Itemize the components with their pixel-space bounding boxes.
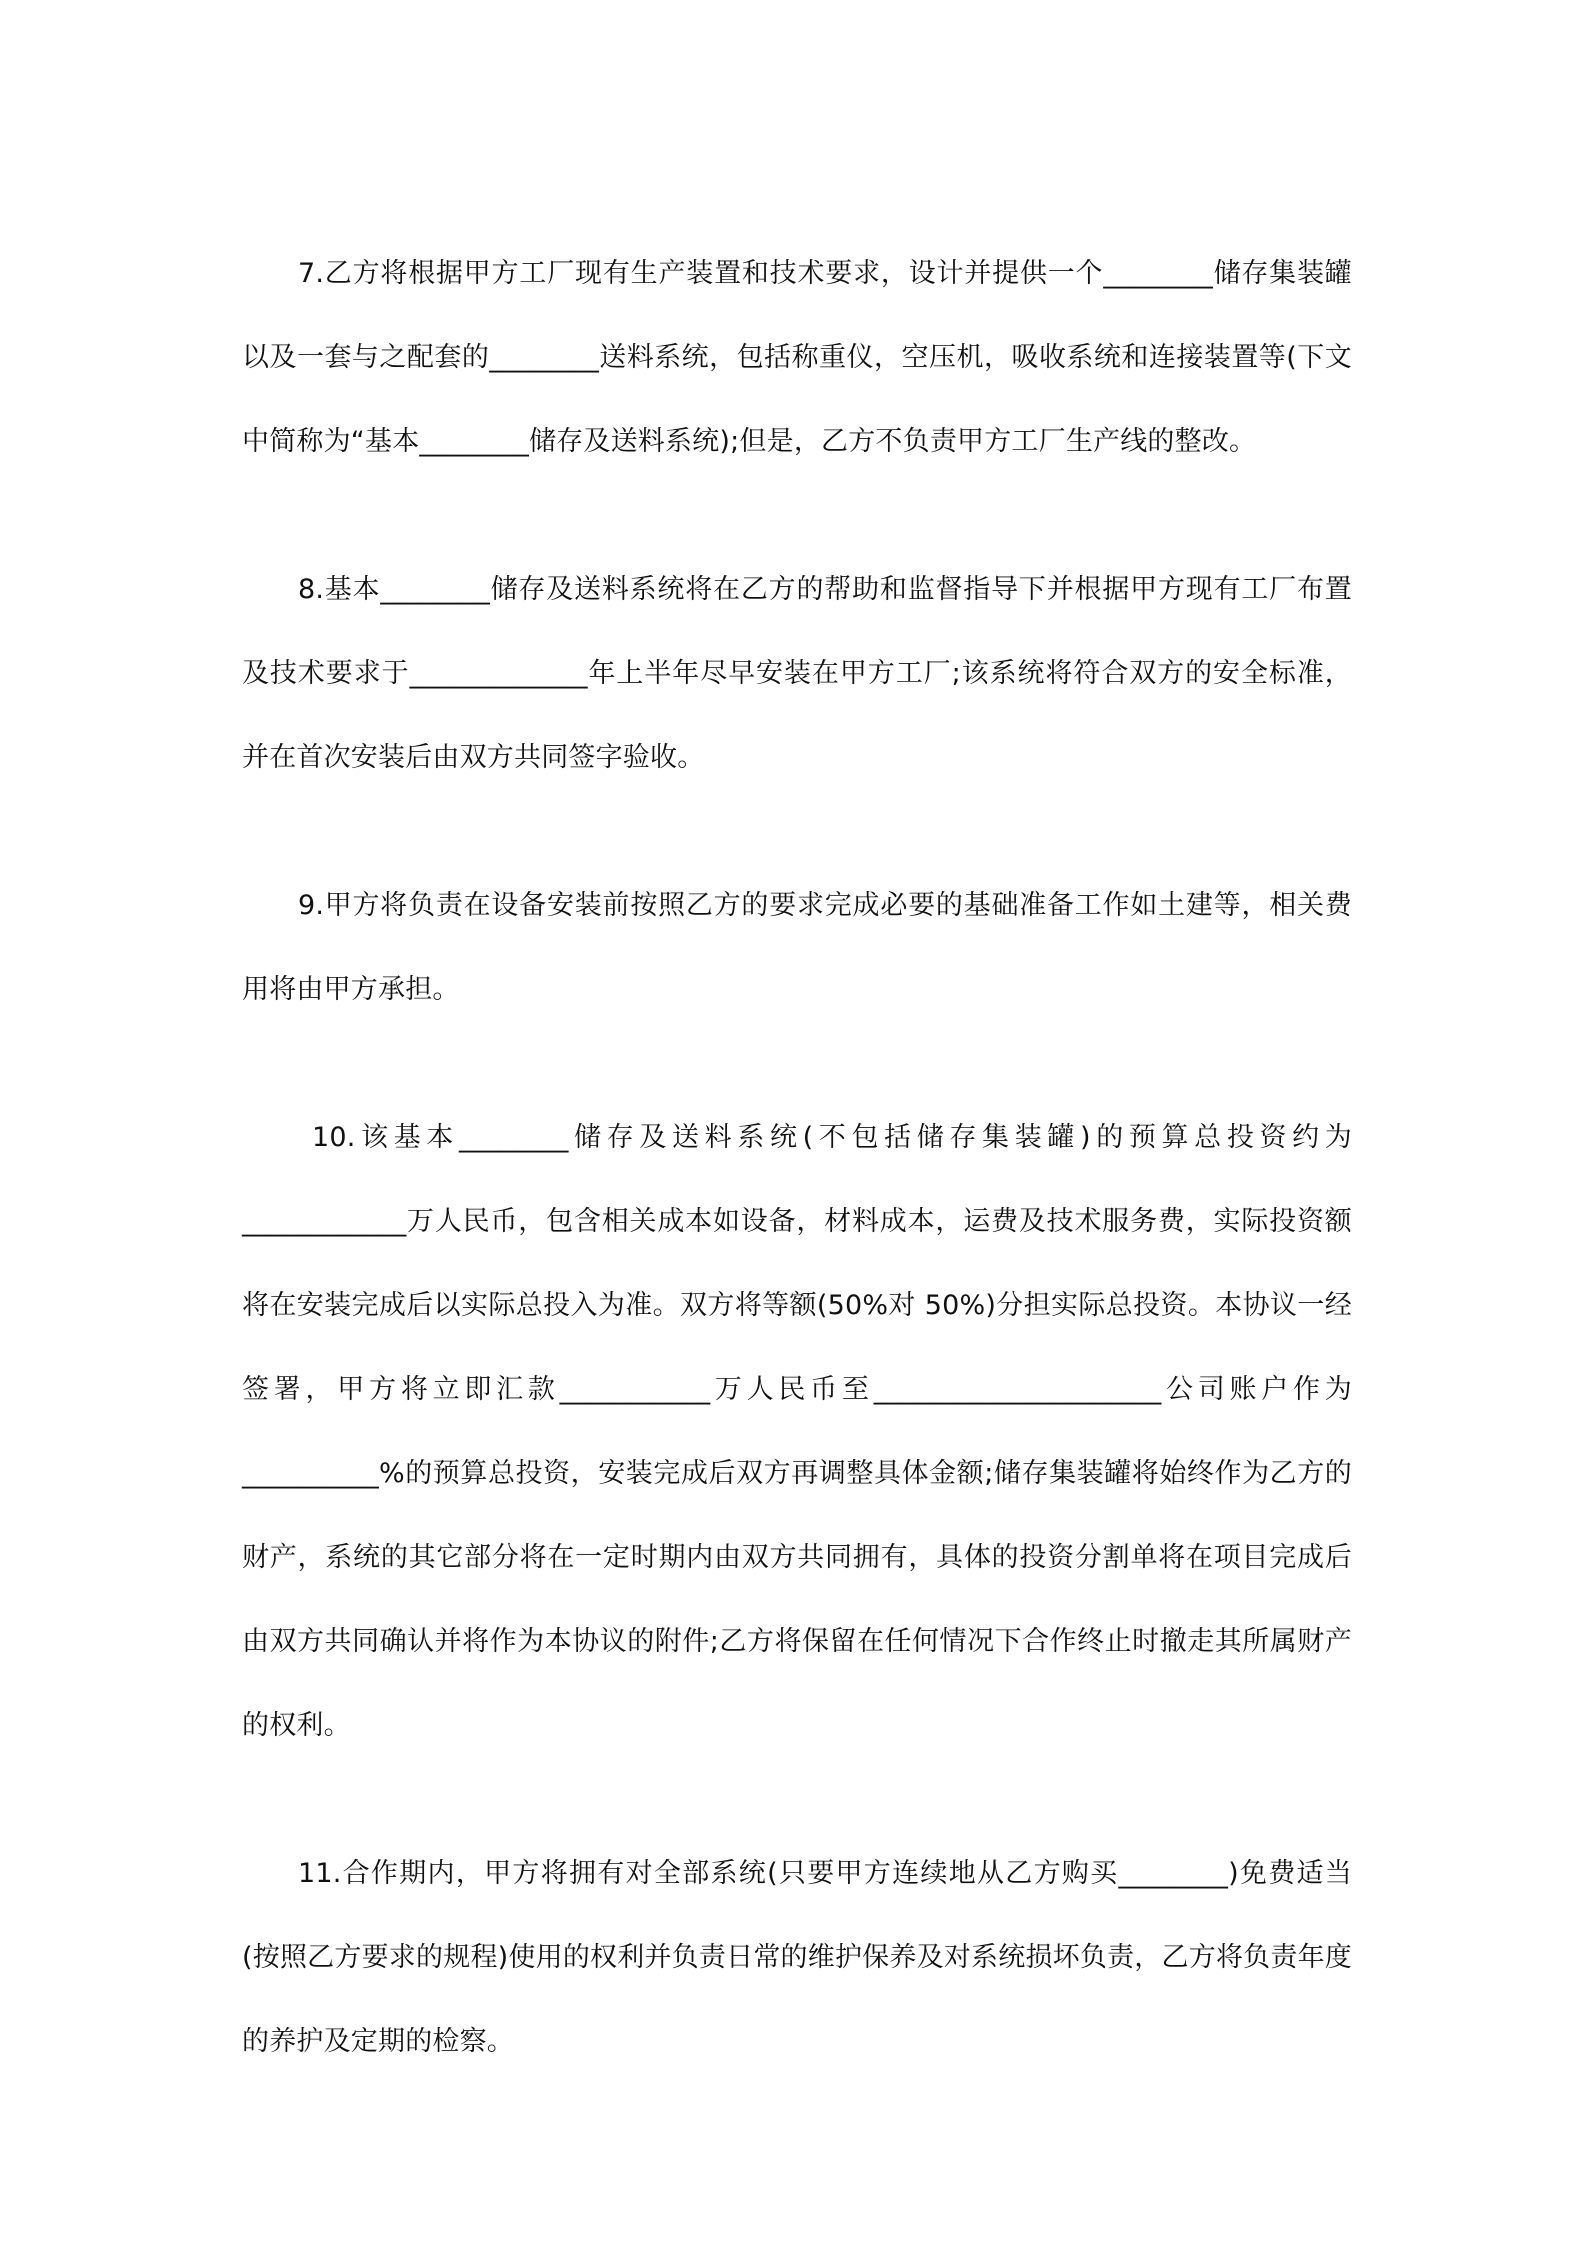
clause-11: 11.合作期内，甲方将拥有对全部系统(只要甲方连续地从乙方购买________)免费适当(按照乙方要求的规程)使用的权利并负责日常的维护保养及对系统损坏负责，乙方将负责年度的养护及定期的检察。 bbox=[242, 1858, 1352, 2057]
clause-8: 8.基本________储存及送料系统将在乙方的帮助和监督指导下并根据甲方现有工厂布置及技术要求于_____________年上半年尽早安装在甲方工厂;该系统将符合双方的安全标准，并在首次安装后由双方共同签字验收。 bbox=[242, 574, 1352, 773]
document-body bbox=[242, 232, 1352, 2148]
clause-7: 7.乙方将根据甲方工厂现有生产装置和技术要求，设计并提供一个________储存集装罐以及一套与之配套的________送料系统，包括称重仪，空压机，吸收系统和连接装置等(下文中简称为“基本________储存及送料系统);但是，乙方不负责甲方工厂生产线的整改。 bbox=[242, 258, 1352, 457]
clause-9: 9.甲方将负责在设备安装前按照乙方的要求完成必要的基础准备工作如土建等，相关费用将由甲方承担。 bbox=[242, 890, 1352, 1005]
clause-10: 10.该基本________储存及送料系统(不包括储存集装罐)的预算总投资约为____________万人民币，包含相关成本如设备，材料成本，运费及技术服务费，实际投资额将在安装完成后以实际总投入为准。双方将等额(50%对 50%)分担实际总投资。本协议一经签署，甲方将立即汇款___________万人民币至_____________________公司账户作为__________%的预算总投资，安装完成后双方再调整具体金额;储存集装罐将始终作为乙方的财产，系统的其它部分将在一定时期内由双方共同拥有，具体的投资分割单将在项目完成后由双方共同确认并将作为本协议的附件;乙方将保留在任何情况下合作终止时撤走其所属财产的权利。 bbox=[242, 1122, 1352, 1741]
